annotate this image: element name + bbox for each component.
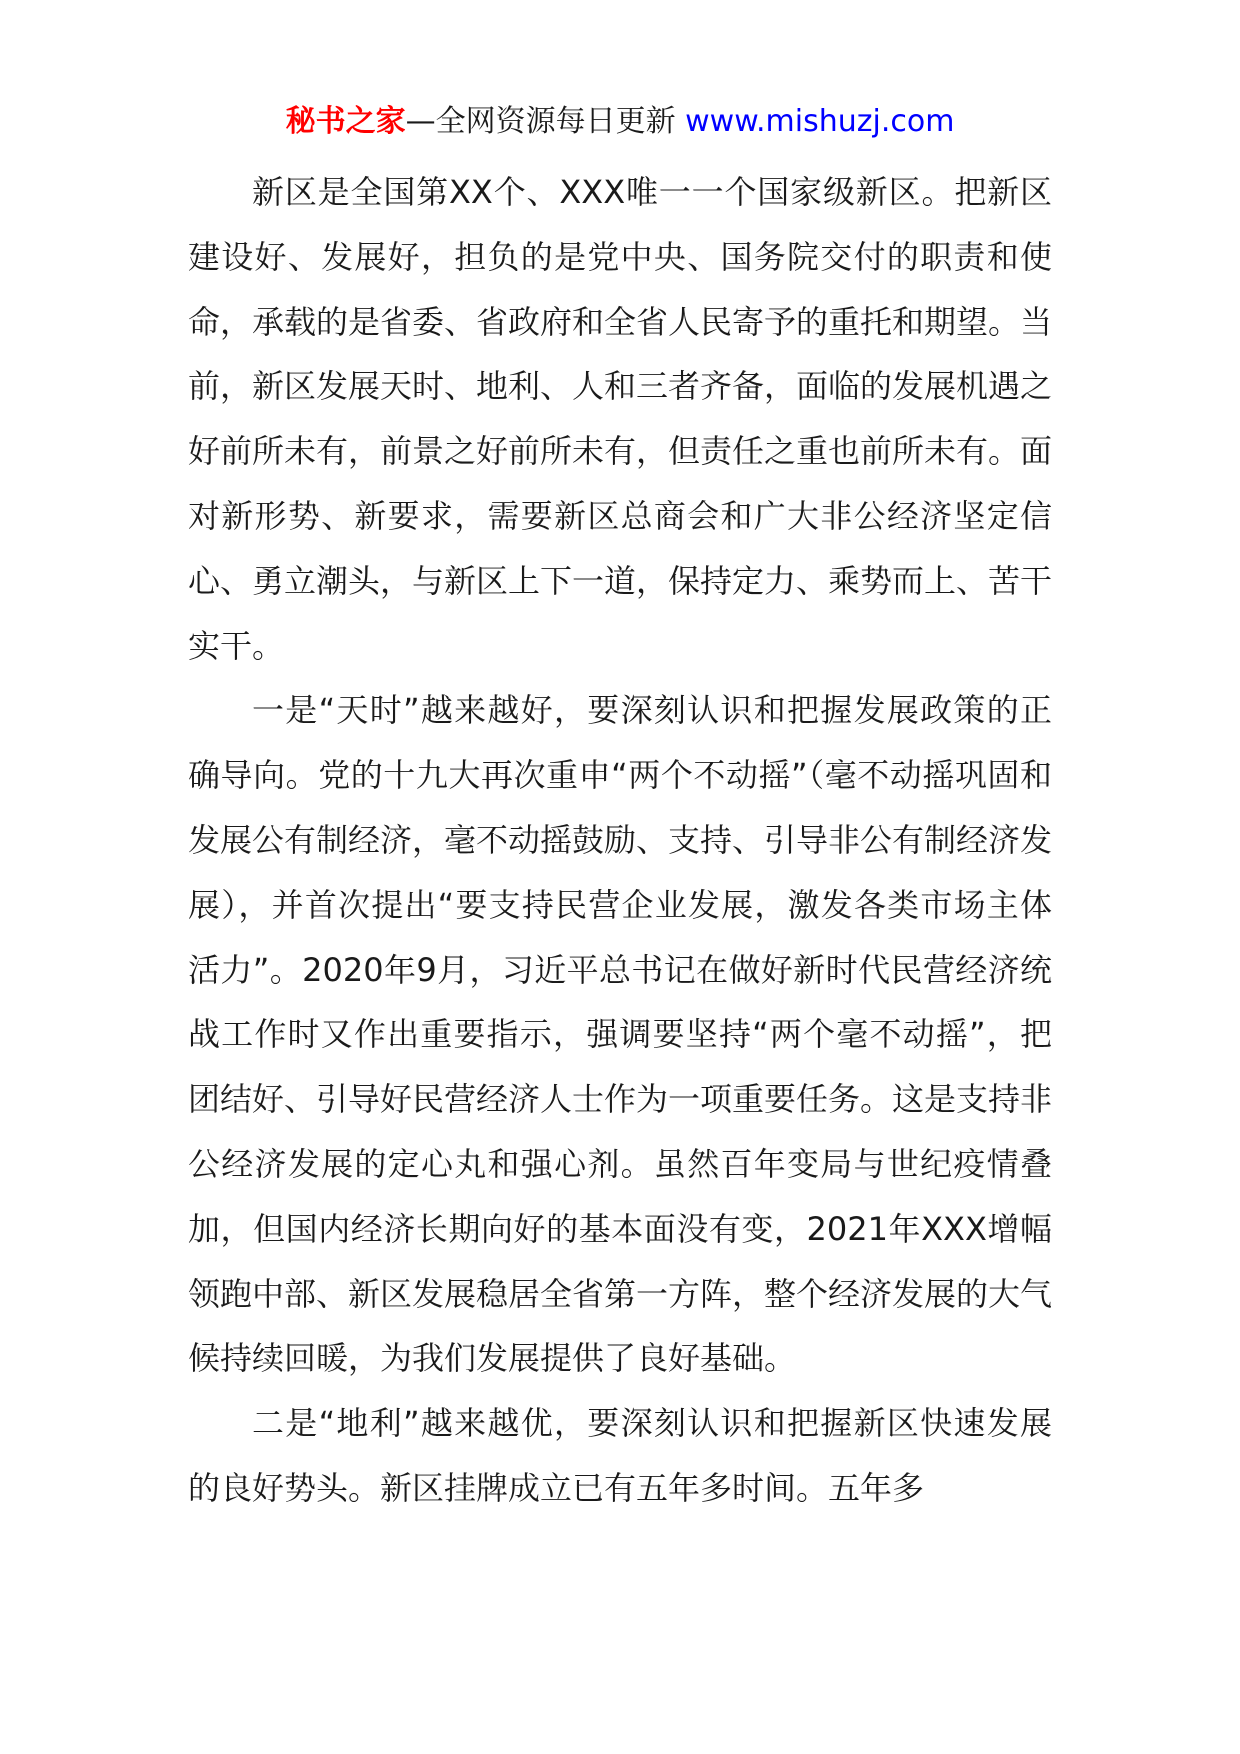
site-banner [0,102,1240,142]
document-body [188,160,1052,1521]
brand-name: 秘书之家 [285,104,406,139]
website-link[interactable]: www.mishuzj.com [685,104,955,139]
paragraph: 新区是全国第XX个、XXX唯一一个国家级新区。把新区建设好、发展好，担负的是党中央、国务院交付的职责和使命，承载的是省委、省政府和全省人民寄予的重托和期望。当前，新区发展天时、地利、人和三者齐备，面临的发展机遇之好前所未有，前景之好前所未有，但责任之重也前所未有。面对新形势、新要求，需要新区总商会和广大非公经济坚定信心、勇立潮头，与新区上下一道，保持定力、乘势而上、苦干实干。 [188,173,1053,665]
paragraph: 二是“地利”越来越优，要深刻认识和把握新区快速发展的良好势头。新区挂牌成立已有五年多时间。五年多 [188,1404,1052,1507]
paragraph: 一是“天时”越来越好，要深刻认识和把握发展政策的正确导向。党的十九大再次重申“两个不动摇”（毫不动摇巩固和发展公有制经济，毫不动摇鼓励、支持、引导非公有制经济发展），并首次提出“要支持民营企业发展，激发各类市场主体活力”。2020年9月，习近平总书记在做好新时代民营经济统战工作时又作出重要指示，强调要坚持“两个毫不动摇”，把团结好、引导好民营经济人士作为一项重要任务。这是支持非公经济发展的定心丸和强心剂。虽然百年变局与世纪疫情叠加，但国内经济长期向好的基本面没有变，2021年XXX增幅领跑中部、新区发展稳居全省第一方阵，整个经济发展的大气候持续回暖，为我们发展提供了良好基础。 [188,691,1053,1378]
banner-tagline: —全网资源每日更新 [405,104,676,139]
